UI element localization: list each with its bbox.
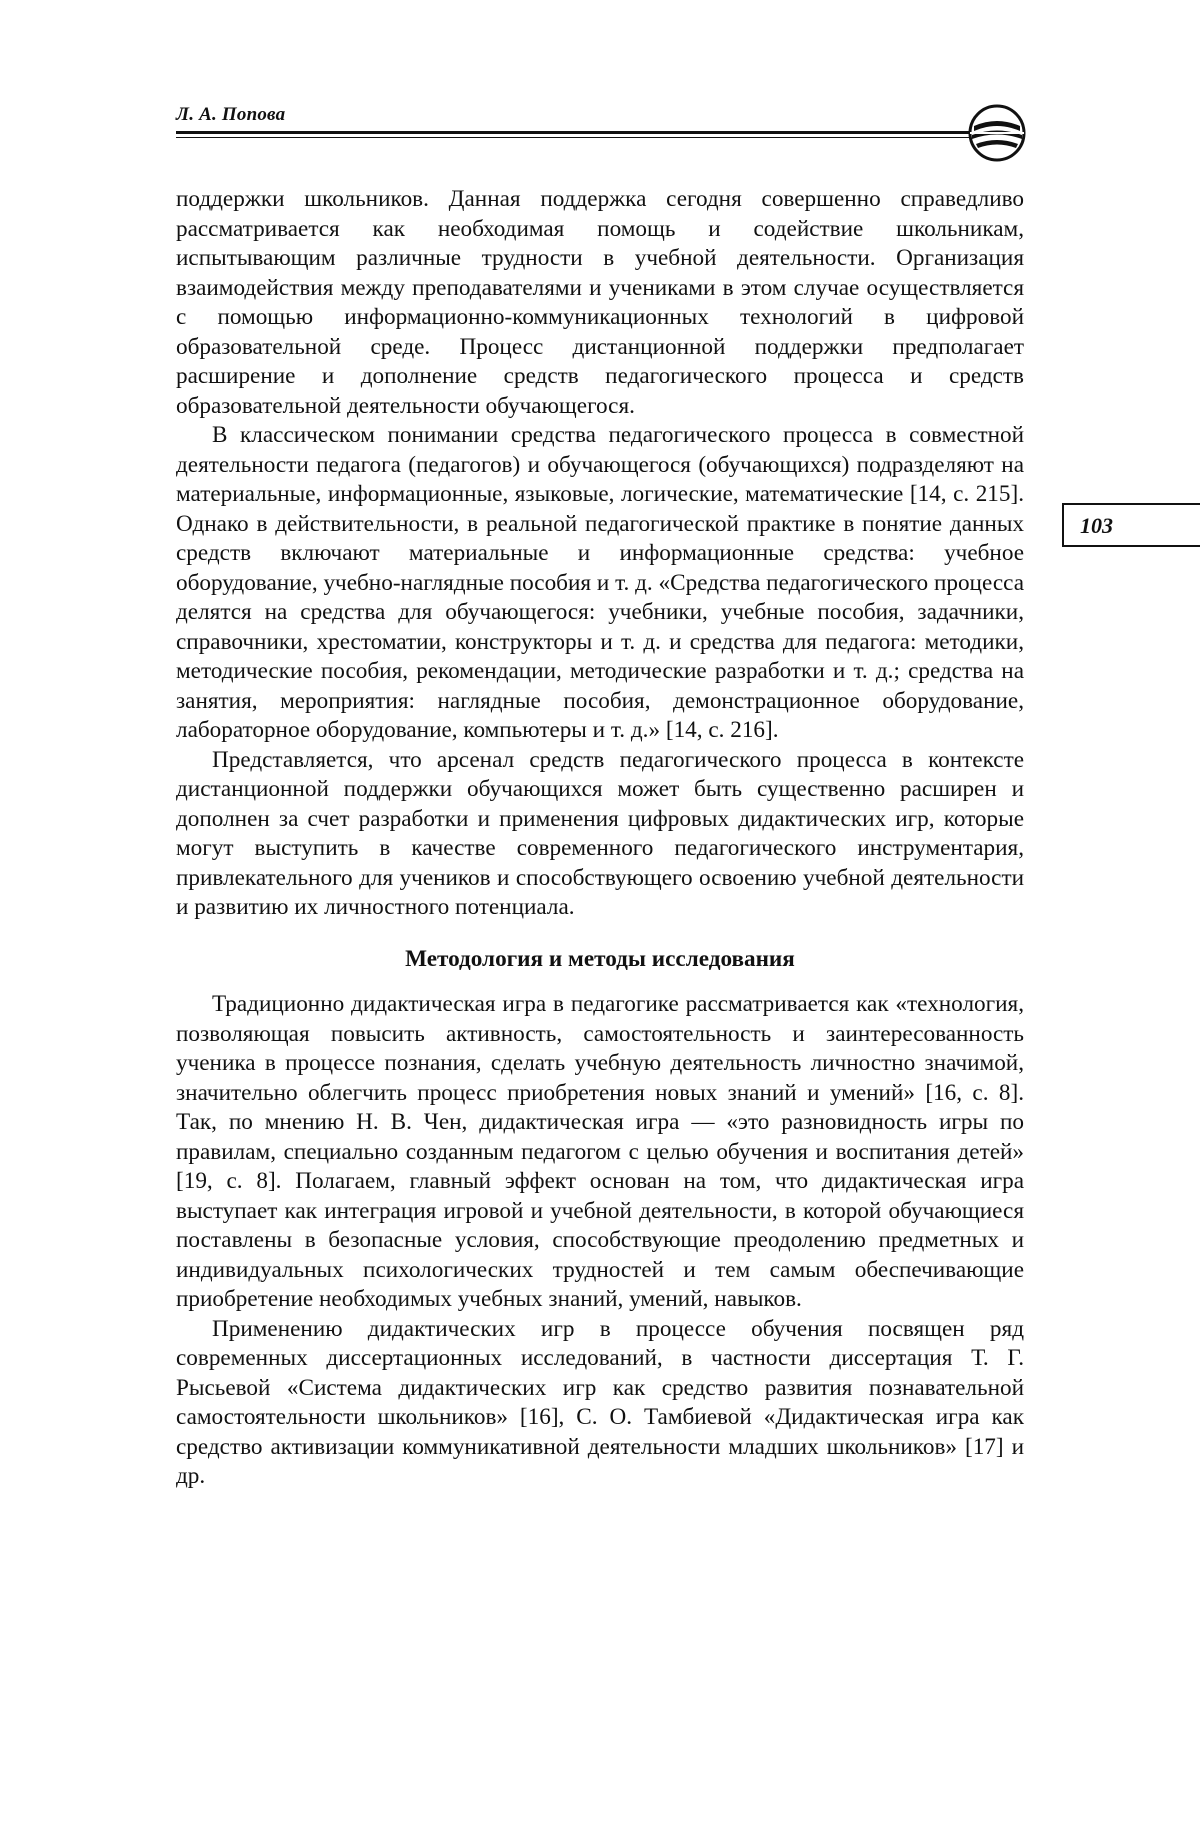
running-head-author: Л. А. Попова — [176, 104, 286, 125]
paragraph: В классическом понимании средства педагогического процесса в совместной деятельности педагога (педагогов) и обучающегося (обучающихся) подразделяют на материальные, информационные, языковые, логические, математические [14, с. 215]. Однако в действительности, в реальной педагогической практике в понятие данных средств включают материальные и информационные средства: учебное оборудование, учебно-наглядные пособия и т. д. «Средства педагогического процесса делятся на средства для обучающегося: учебники, учебные пособия, задачники, справочники, хрестоматии, конструкторы и т. д. и средства для педагога: методики, методические пособия, рекомендации, методические разработки и т. д.; средства на занятия, мероприятия: наглядные пособия, демонстрационное оборудование, лабораторное оборудование, компьютеры и т. д.» [14, с. 216]. — [176, 422, 1024, 743]
journal-logo-icon — [966, 102, 1028, 164]
header-rule-thin — [176, 137, 972, 138]
section-heading: Методология и методы исследования — [405, 945, 795, 972]
paragraph: Традиционно дидактическая игра в педагогике рассматривается как «технология, позволяющая повысить активность, самостоятельность и заинтересованность ученика в процессе познания, сделать учебную деятельность личностно значимой, значительно облегчить процесс приобретения новых знаний и умений» [16, с. 8]. Так, по мнению Н. В. Чен, дидактическая игра — «это разновидность игры по правилам, специально созданным педагогом с целью обучения и воспитания детей» [19, с. 8]. Полагаем, главный эффект основан на том, что дидактическая игра выступает как интеграция игровой и учебной деятельности, в которой обучающиеся поставлены в безопасные условия, способствующие преодолению предметных и индивидуальных психологических трудностей и тем самым обеспечивающие приобретение необходимых учебных знаний, умений, навыков. — [176, 991, 1024, 1312]
page-number-box — [1062, 503, 1200, 547]
article-body — [176, 185, 1024, 1492]
page-number: 103 — [1080, 513, 1113, 538]
header-rule-thick — [176, 131, 972, 134]
paragraph-continued: поддержки школьников. Данная поддержка сегодня совершенно справедливо рассматривается как необходимая помощь и содействие школьникам, испытывающим различные трудности в учебной деятельности. Организация взаимодействия между преподавателями и учениками в этом случае осуществляется с помощью информационно-коммуникационных технологий в цифровой образовательной среде. Процесс дистанционной поддержки предполагает расширение и дополнение средств педагогического процесса и средств образовательной деятельности обучающегося. — [176, 186, 1024, 419]
paragraph: Применению дидактических игр в процессе обучения посвящен ряд современных диссертационных исследований, в частности диссертация Т. Г. Рысьевой «Система дидактических игр как средство развития познавательной самостоятельности школьников» [16], С. О. Тамбиевой «Дидактическая игра как средство активизации коммуникативной деятельности младших школьников» [17] и др. — [176, 1315, 1024, 1489]
paragraph: Представляется, что арсенал средств педагогического процесса в контексте дистанционной поддержки обучающихся может быть существенно расширен и дополнен за счет разработки и применения цифровых дидактических игр, которые могут выступить в качестве современного педагогического инструментария, привлекательного для учеников и способствующего освоению учебной деятельности и развитию их личностного потенциала. — [176, 746, 1024, 920]
